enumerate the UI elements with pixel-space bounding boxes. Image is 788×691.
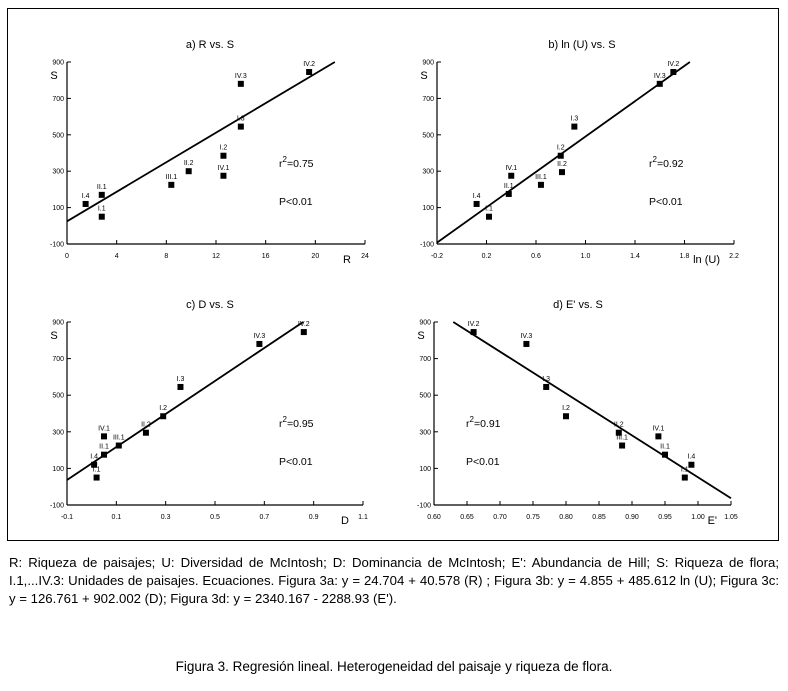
point-label: I.1	[97, 205, 106, 213]
y-tick-label: 300	[52, 429, 64, 437]
x-tick-label: 1.05	[724, 514, 738, 521]
r-squared-annotation: $r^2=0.91$	[466, 415, 501, 430]
x-tick-label: 0.3	[160, 514, 171, 521]
point-label: IV.2	[667, 61, 680, 69]
data-point	[486, 214, 492, 220]
y-axis-label: S	[420, 70, 428, 82]
x-tick-label: 24	[361, 253, 369, 260]
r-squared-annotation: $r^2=0.75$	[279, 155, 314, 170]
point-label: IV.2	[467, 321, 480, 329]
point-label: II.2	[141, 421, 151, 429]
x-tick-label: 8	[164, 253, 169, 260]
data-point	[471, 329, 477, 335]
x-tick-label: 1.8	[679, 253, 690, 260]
point-label: I.4	[90, 453, 99, 461]
x-tick-label: 0	[65, 253, 69, 260]
point-label: II.2	[557, 161, 567, 169]
point-label: I.1	[92, 466, 101, 474]
data-point	[571, 124, 577, 130]
p-value-annotation: P<0.01	[649, 196, 683, 208]
data-point	[143, 430, 149, 436]
r-squared-annotation: $r^2=0.95$	[279, 415, 314, 430]
data-point	[116, 443, 122, 449]
y-tick-label: 300	[422, 168, 434, 176]
x-tick-label: 1.00	[691, 514, 705, 521]
point-label: II.1	[660, 443, 670, 451]
point-label: II.1	[96, 183, 107, 191]
x-tick-label: 0.9	[308, 514, 319, 521]
point-label: III.1	[165, 173, 178, 181]
figure-caption: Figura 3. Regresión lineal. Heterogeneidad del paisaje y riqueza de flora.	[175, 659, 613, 674]
y-tick-label: 500	[52, 392, 64, 400]
x-tick-label: 0.70	[493, 514, 507, 521]
y-tick-label: 500	[52, 132, 64, 140]
point-label: I.4	[472, 192, 481, 200]
y-tick-label: 900	[52, 319, 64, 327]
chart-panel-1	[420, 39, 739, 266]
data-point	[563, 413, 569, 419]
y-tick-label: 300	[419, 429, 431, 437]
point-label: I.2	[562, 405, 570, 413]
data-point	[168, 182, 174, 188]
data-point	[220, 153, 226, 159]
r-squared-annotation: $r^2=0.92$	[649, 155, 684, 170]
y-tick-label: 700	[419, 356, 431, 364]
point-label: II.1	[503, 182, 514, 190]
point-label: I.1	[485, 205, 493, 213]
y-tick-label: 100	[422, 205, 434, 213]
data-point	[220, 173, 226, 179]
data-point	[238, 124, 244, 130]
chart-panel-2	[50, 299, 368, 527]
data-point	[508, 173, 514, 179]
data-point	[94, 475, 100, 481]
y-tick-label: 500	[419, 392, 431, 400]
x-tick-label: 0.75	[526, 514, 540, 521]
data-point	[83, 201, 89, 207]
chart-title: c) D vs. S	[186, 299, 234, 311]
x-tick-label: 0.85	[592, 514, 606, 521]
x-tick-label: 20	[311, 253, 320, 260]
data-point	[670, 69, 676, 75]
y-axis-label: S	[50, 330, 58, 342]
point-label: IV.3	[653, 72, 666, 80]
x-tick-label: 1.4	[630, 253, 640, 260]
x-tick-label: 1.1	[358, 514, 368, 521]
chart-title: a) R vs. S	[185, 39, 235, 51]
point-label: I.3	[176, 375, 185, 383]
p-value-annotation: P<0.01	[279, 456, 313, 468]
point-label: I.4	[687, 453, 696, 461]
x-tick-label: 12	[212, 253, 220, 260]
point-label: I.1	[680, 466, 689, 474]
x-tick-label: 0.5	[210, 514, 220, 521]
x-tick-label: 0.7	[259, 514, 270, 521]
y-tick-label: -100	[49, 241, 64, 249]
x-tick-label: 2.2	[729, 253, 739, 260]
x-tick-label: 0.95	[658, 514, 672, 521]
point-label: III.1	[112, 434, 125, 442]
data-point	[523, 341, 529, 347]
point-label: IV.2	[303, 61, 316, 69]
y-tick-label: 700	[422, 95, 434, 103]
data-point	[506, 191, 512, 197]
point-label: IV.2	[297, 321, 310, 329]
point-label: III.1	[616, 434, 628, 442]
y-axis-label: S	[417, 330, 425, 342]
x-axis-label: ln (U)	[693, 254, 720, 266]
data-point	[301, 329, 307, 335]
data-point	[688, 462, 694, 468]
x-tick-label: 16	[261, 253, 270, 260]
data-point	[256, 341, 262, 347]
data-point	[619, 443, 625, 449]
point-label: I.3	[570, 115, 579, 123]
data-point	[558, 153, 564, 159]
point-label: I.3	[236, 115, 245, 123]
data-point	[655, 433, 661, 439]
y-tick-label: 500	[422, 132, 434, 140]
x-tick-label: -0.2	[430, 253, 444, 260]
x-tick-label: 0.6	[531, 253, 541, 260]
y-tick-label: 300	[52, 168, 64, 176]
y-axis-label: S	[50, 70, 58, 82]
y-tick-label: 100	[419, 465, 431, 473]
chart-panel-3	[417, 299, 738, 527]
y-tick-label: 900	[422, 59, 434, 67]
y-tick-label: 100	[52, 465, 64, 473]
x-tick-label: 0.60	[427, 514, 441, 521]
x-tick-label: 0.65	[460, 514, 474, 521]
chart-panel-0	[50, 39, 369, 266]
x-tick-label: 1.0	[580, 253, 591, 260]
point-label: III.1	[535, 173, 547, 181]
data-point	[101, 433, 107, 439]
data-point	[186, 168, 192, 174]
data-point	[238, 81, 244, 87]
point-label: II.2	[183, 160, 194, 168]
point-label: IV.1	[217, 164, 230, 172]
data-point	[160, 413, 166, 419]
point-label: I.2	[159, 405, 168, 413]
x-tick-label: 4	[114, 253, 119, 260]
data-point	[538, 182, 544, 188]
data-point	[662, 452, 668, 458]
point-label: IV.1	[505, 164, 518, 172]
data-point	[99, 214, 105, 220]
point-label: IV.3	[253, 332, 266, 340]
x-tick-label: 0.80	[559, 514, 573, 521]
data-point	[559, 169, 565, 175]
data-point	[177, 384, 183, 390]
point-label: I.4	[81, 192, 90, 200]
data-point	[543, 384, 549, 390]
data-point	[682, 475, 688, 481]
x-axis-label: E'	[707, 515, 717, 527]
y-tick-label: 900	[419, 319, 431, 327]
y-tick-label: -100	[419, 241, 434, 249]
data-point	[474, 201, 480, 207]
p-value-annotation: P<0.01	[466, 456, 500, 468]
y-tick-label: -100	[416, 502, 431, 510]
y-tick-label: 700	[52, 95, 64, 103]
x-tick-label: -0.1	[60, 514, 74, 521]
regression-line	[437, 62, 690, 243]
data-point	[101, 452, 107, 458]
point-label: II.1	[99, 443, 109, 451]
x-axis-label: D	[341, 515, 349, 527]
point-label: IV.3	[520, 332, 533, 340]
point-label: II.2	[613, 421, 624, 429]
chart-title: d) E' vs. S	[553, 299, 603, 311]
p-value-annotation: P<0.01	[279, 196, 313, 208]
x-tick-label: 0.90	[625, 514, 639, 521]
point-label: IV.3	[234, 72, 247, 80]
y-tick-label: 900	[52, 59, 64, 67]
point-label: IV.1	[652, 425, 665, 433]
regression-line	[453, 322, 731, 498]
y-tick-label: -100	[49, 502, 64, 510]
data-point	[306, 69, 312, 75]
point-label: I.2	[556, 144, 565, 152]
y-tick-label: 100	[52, 205, 64, 213]
chart-title: b) ln (U) vs. S	[548, 39, 616, 51]
x-tick-label: 0.2	[481, 253, 492, 260]
data-point	[657, 81, 663, 87]
figure-legend: R: Riqueza de paisajes; U: Diversidad de McIntosh; D: Dominancia de McIntosh; E': Abundancia de Hill; S: Riqueza de flora; I.1,...IV.3: Unidades de paisajes. Ecuaciones. Figura 3a: y = 24.704 + 40.578 (R) ; Figura 3b: y = 4.855 + 485.612 ln (U); Figura 3c: y = 126.761 + 902.002 (D); Figura 3d: y = 2340.167 - 2288.93 (E').	[9, 555, 779, 606]
x-axis-label: R	[343, 254, 351, 266]
point-label: I.3	[542, 375, 551, 383]
x-tick-label: 0.1	[111, 514, 122, 521]
data-point	[99, 192, 105, 198]
point-label: I.2	[219, 144, 228, 152]
point-label: IV.1	[98, 425, 110, 433]
y-tick-label: 700	[52, 356, 64, 364]
